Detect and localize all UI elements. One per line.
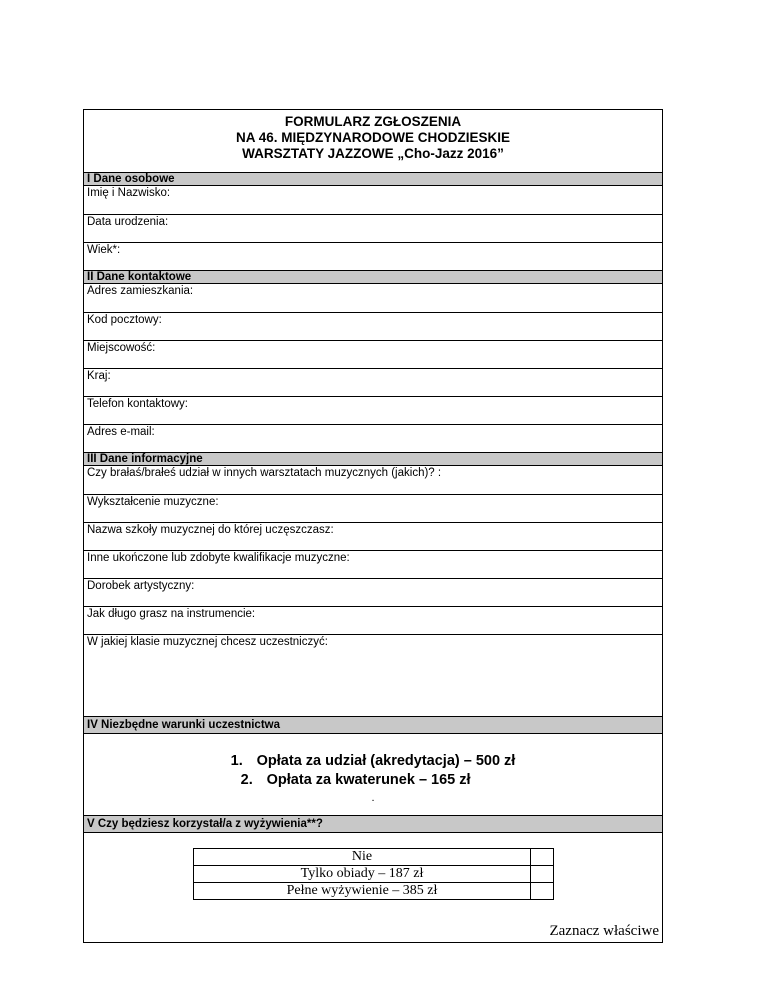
meal-option-label: Nie [194, 849, 531, 866]
field-full-name[interactable]: Imię i Nazwisko: [84, 186, 662, 215]
field-qualifications[interactable]: Inne ukończone lub zdobyte kwalifikacje muzyczne: [84, 551, 662, 579]
meal-option-label: Tylko obiady – 187 zł [194, 866, 531, 883]
condition-text: Opłata za kwaterunek – 165 zł [266, 772, 471, 788]
field-country[interactable]: Kraj: [84, 369, 662, 397]
meal-options-table [193, 848, 554, 900]
condition-item [231, 752, 516, 771]
field-music-education[interactable]: Wykształcenie muzyczne: [84, 495, 662, 523]
condition-number: 2. [240, 772, 253, 788]
field-email[interactable]: Adres e-mail: [84, 425, 662, 453]
condition-text: Opłata za udział (akredytacja) – 500 zł [256, 753, 516, 769]
field-birth-date[interactable]: Data urodzenia: [84, 215, 662, 243]
section-meals-title: V Czy będziesz korzystał/a z wyżywienia**? [84, 816, 662, 833]
field-postal-code[interactable]: Kod pocztowy: [84, 313, 662, 341]
section-contact-title: II Dane kontaktowe [84, 271, 662, 284]
application-form [83, 109, 663, 943]
field-years-playing[interactable]: Jak długo grasz na instrumencie: [84, 607, 662, 635]
meal-option-checkbox[interactable] [531, 849, 554, 866]
section-info-title: III Dane informacyjne [84, 453, 662, 466]
conditions-list [231, 752, 516, 790]
meal-option-checkbox[interactable] [531, 866, 554, 883]
meal-option-checkbox[interactable] [531, 883, 554, 900]
section-conditions-title: IV Niezbędne warunki uczestnictwa [84, 717, 662, 734]
condition-item [231, 771, 516, 790]
condition-number: 1. [230, 753, 243, 769]
section-personal-title: I Dane osobowe [84, 173, 662, 186]
header-line-2: NA 46. MIĘDZYNARODOWE CHODZIESKIE [235, 130, 511, 145]
meal-option-row [194, 883, 554, 900]
field-artistic-achievements[interactable]: Dorobek artystyczny: [84, 579, 662, 607]
conditions-box [84, 734, 662, 816]
field-previous-workshops[interactable]: Czy brałaś/brałeś udział w innych warsztatach muzycznych (jakich)? : [84, 466, 662, 495]
field-age[interactable]: Wiek*: [84, 243, 662, 271]
header-line-1: FORMULARZ ZGŁOSZENIA [284, 114, 462, 129]
conditions-dot: . [371, 792, 375, 804]
mark-appropriate-note: Zaznacz właściwe [549, 923, 659, 939]
meal-option-row [194, 866, 554, 883]
header-line-3: WARSZTATY JAZZOWE „Cho-Jazz 2016” [242, 146, 504, 161]
field-class-choice[interactable]: W jakiej klasie muzycznej chcesz uczestniczyć: [84, 635, 662, 717]
field-phone[interactable]: Telefon kontaktowy: [84, 397, 662, 425]
field-city[interactable]: Miejscowość: [84, 341, 662, 369]
form-header [84, 110, 662, 173]
meal-option-label: Pełne wyżywienie – 385 zł [194, 883, 531, 900]
field-music-school[interactable]: Nazwa szkoły muzycznej do której uczęszczasz: [84, 523, 662, 551]
field-address[interactable]: Adres zamieszkania: [84, 284, 662, 313]
meal-option-row [194, 849, 554, 866]
